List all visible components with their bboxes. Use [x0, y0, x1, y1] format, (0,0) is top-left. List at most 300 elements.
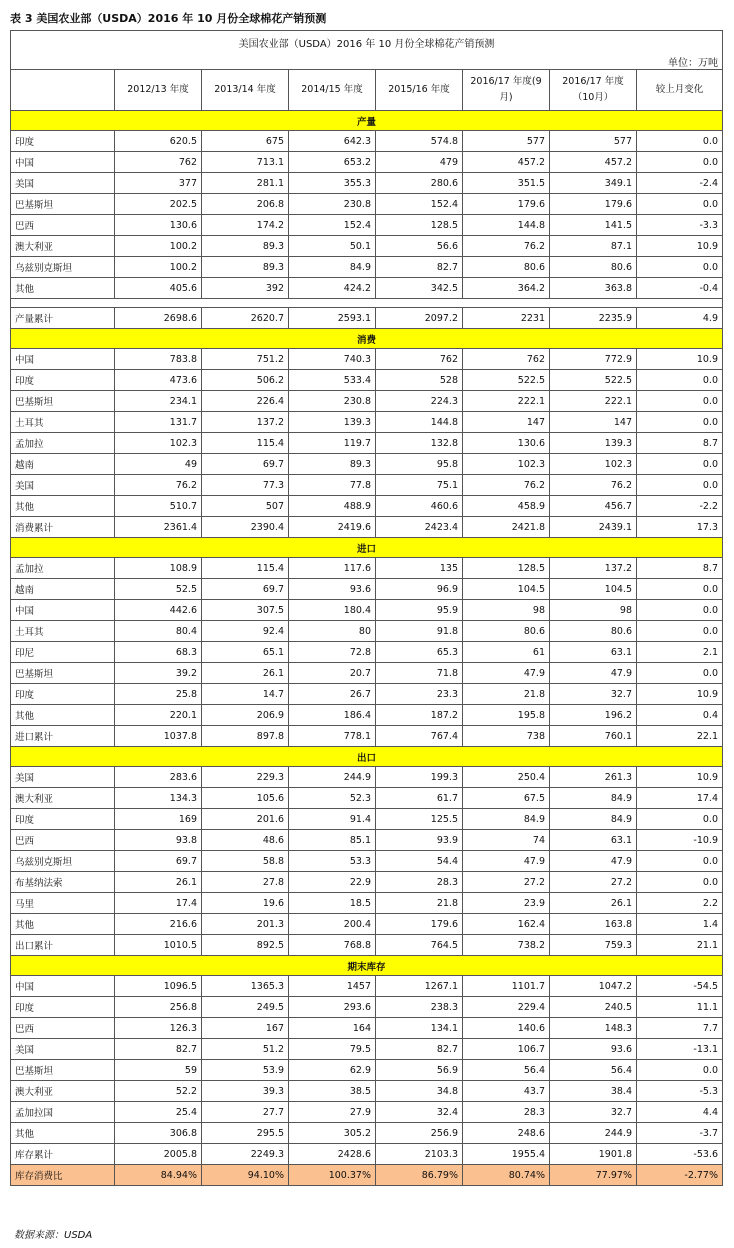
value-cell: 2249.3: [202, 1144, 289, 1165]
value-cell: 104.5: [463, 579, 550, 600]
value-cell: 479: [376, 152, 463, 173]
value-cell: 199.3: [376, 767, 463, 788]
value-cell: 510.7: [115, 496, 202, 517]
table-row: [11, 579, 723, 600]
row-label: 孟加拉国: [11, 1102, 115, 1123]
value-cell: 130.6: [115, 215, 202, 236]
value-cell: 139.3: [289, 412, 376, 433]
value-cell: 23.9: [463, 893, 550, 914]
value-cell: 2103.3: [376, 1144, 463, 1165]
table-row: [11, 475, 723, 496]
row-label: 孟加拉: [11, 433, 115, 454]
table-row: [11, 558, 723, 579]
value-cell: 39.3: [202, 1081, 289, 1102]
value-cell: 738.2: [463, 935, 550, 956]
table-row: [11, 935, 723, 956]
value-cell: 762: [376, 349, 463, 370]
section-header-row: [11, 538, 723, 558]
row-label: 其他: [11, 705, 115, 726]
table-row: [11, 152, 723, 173]
header-cell: 2016/17 年度(9月): [463, 70, 550, 111]
value-cell: 307.5: [202, 600, 289, 621]
value-cell: 17.4: [637, 788, 723, 809]
value-cell: 187.2: [376, 705, 463, 726]
value-cell: 163.8: [550, 914, 637, 935]
value-cell: 295.5: [202, 1123, 289, 1144]
value-cell: 2428.6: [289, 1144, 376, 1165]
section-header-row: [11, 747, 723, 767]
value-cell: 0.0: [637, 663, 723, 684]
value-cell: 2005.8: [115, 1144, 202, 1165]
value-cell: 293.6: [289, 997, 376, 1018]
value-cell: 457.2: [550, 152, 637, 173]
value-cell: 119.7: [289, 433, 376, 454]
value-cell: 162.4: [463, 914, 550, 935]
value-cell: 2620.7: [202, 308, 289, 329]
value-cell: 100.2: [115, 236, 202, 257]
row-label: 中国: [11, 600, 115, 621]
value-cell: 79.5: [289, 1039, 376, 1060]
value-cell: 0.0: [637, 475, 723, 496]
value-cell: 506.2: [202, 370, 289, 391]
value-cell: 4.9: [637, 308, 723, 329]
value-cell: 778.1: [289, 726, 376, 747]
value-cell: 2423.4: [376, 517, 463, 538]
value-cell: 125.5: [376, 809, 463, 830]
value-cell: 200.4: [289, 914, 376, 935]
value-cell: 405.6: [115, 278, 202, 299]
table-row: [11, 496, 723, 517]
header-cell: 2016/17 年度（10月）: [550, 70, 637, 111]
value-cell: -2.77%: [637, 1165, 723, 1186]
value-cell: 69.7: [202, 454, 289, 475]
value-cell: 0.0: [637, 194, 723, 215]
value-cell: 39.2: [115, 663, 202, 684]
value-cell: 128.5: [463, 558, 550, 579]
value-cell: 47.9: [550, 851, 637, 872]
table-row: [11, 600, 723, 621]
value-cell: 179.6: [376, 914, 463, 935]
value-cell: 2.2: [637, 893, 723, 914]
value-cell: 22.9: [289, 872, 376, 893]
value-cell: 26.1: [550, 893, 637, 914]
value-cell: 71.8: [376, 663, 463, 684]
row-label: 土耳其: [11, 412, 115, 433]
value-cell: 179.6: [463, 194, 550, 215]
value-cell: 86.79%: [376, 1165, 463, 1186]
table-row: [11, 1060, 723, 1081]
value-cell: 533.4: [289, 370, 376, 391]
table-row: [11, 893, 723, 914]
value-cell: 34.8: [376, 1081, 463, 1102]
value-cell: 424.2: [289, 278, 376, 299]
value-cell: -0.4: [637, 278, 723, 299]
value-cell: 63.1: [550, 642, 637, 663]
table-row: [11, 454, 723, 475]
row-label: 巴西: [11, 1018, 115, 1039]
value-cell: 28.3: [463, 1102, 550, 1123]
value-cell: 364.2: [463, 278, 550, 299]
row-label: 库存累计: [11, 1144, 115, 1165]
value-cell: 14.7: [202, 684, 289, 705]
value-cell: 201.6: [202, 809, 289, 830]
value-cell: 169: [115, 809, 202, 830]
value-cell: 80.4: [115, 621, 202, 642]
value-cell: 47.9: [550, 663, 637, 684]
row-label: 澳大利亚: [11, 236, 115, 257]
value-cell: 93.6: [550, 1039, 637, 1060]
table-row: [11, 215, 723, 236]
value-cell: 528: [376, 370, 463, 391]
value-cell: 84.9: [550, 809, 637, 830]
value-cell: 56.6: [376, 236, 463, 257]
value-cell: 772.9: [550, 349, 637, 370]
value-cell: 95.9: [376, 600, 463, 621]
row-label: 其他: [11, 914, 115, 935]
cotton-forecast-table: [10, 30, 723, 1186]
row-label: 库存消费比: [11, 1165, 115, 1186]
value-cell: 135: [376, 558, 463, 579]
value-cell: 764.5: [376, 935, 463, 956]
header-cell: 2012/13 年度: [115, 70, 202, 111]
value-cell: 0.0: [637, 454, 723, 475]
value-cell: 762: [115, 152, 202, 173]
row-label: 巴基斯坦: [11, 1060, 115, 1081]
value-cell: 2361.4: [115, 517, 202, 538]
value-cell: 244.9: [550, 1123, 637, 1144]
value-cell: 77.8: [289, 475, 376, 496]
value-cell: 98: [550, 600, 637, 621]
value-cell: 377: [115, 173, 202, 194]
value-cell: 21.8: [376, 893, 463, 914]
value-cell: 67.5: [463, 788, 550, 809]
value-cell: 61: [463, 642, 550, 663]
row-label: 布基纳法索: [11, 872, 115, 893]
table-row: [11, 767, 723, 788]
value-cell: 2235.9: [550, 308, 637, 329]
value-cell: 577: [550, 131, 637, 152]
value-cell: 117.6: [289, 558, 376, 579]
value-cell: 69.7: [202, 579, 289, 600]
value-cell: 105.6: [202, 788, 289, 809]
value-cell: 58.8: [202, 851, 289, 872]
value-cell: 234.1: [115, 391, 202, 412]
value-cell: 620.5: [115, 131, 202, 152]
value-cell: 0.0: [637, 152, 723, 173]
value-cell: 244.9: [289, 767, 376, 788]
value-cell: 80.74%: [463, 1165, 550, 1186]
value-cell: 759.3: [550, 935, 637, 956]
value-cell: 32.7: [550, 1102, 637, 1123]
value-cell: 2390.4: [202, 517, 289, 538]
row-label: 印尼: [11, 642, 115, 663]
value-cell: 1.4: [637, 914, 723, 935]
value-cell: -10.9: [637, 830, 723, 851]
value-cell: 131.7: [115, 412, 202, 433]
value-cell: 115.4: [202, 433, 289, 454]
value-cell: 115.4: [202, 558, 289, 579]
row-label: 消费累计: [11, 517, 115, 538]
spacer-cell: [11, 299, 723, 308]
value-cell: 892.5: [202, 935, 289, 956]
value-cell: 52.3: [289, 788, 376, 809]
value-cell: -3.7: [637, 1123, 723, 1144]
value-cell: 342.5: [376, 278, 463, 299]
table-row: [11, 1165, 723, 1186]
table-row: [11, 131, 723, 152]
value-cell: 8.7: [637, 433, 723, 454]
value-cell: 144.8: [463, 215, 550, 236]
table-row: [11, 788, 723, 809]
value-cell: 87.1: [550, 236, 637, 257]
section-title: 消费: [11, 329, 723, 349]
value-cell: 762: [463, 349, 550, 370]
value-cell: -3.3: [637, 215, 723, 236]
value-cell: 89.3: [202, 236, 289, 257]
value-cell: 152.4: [376, 194, 463, 215]
value-cell: -5.3: [637, 1081, 723, 1102]
unit-row: [11, 53, 723, 70]
value-cell: 100.2: [115, 257, 202, 278]
value-cell: 281.1: [202, 173, 289, 194]
row-label: 印度: [11, 997, 115, 1018]
table-row: [11, 370, 723, 391]
value-cell: 642.3: [289, 131, 376, 152]
value-cell: 0.0: [637, 131, 723, 152]
value-cell: 8.7: [637, 558, 723, 579]
value-cell: 91.4: [289, 809, 376, 830]
table-row: [11, 976, 723, 997]
value-cell: 52.2: [115, 1081, 202, 1102]
table-row: [11, 194, 723, 215]
row-label: 越南: [11, 454, 115, 475]
row-label: 土耳其: [11, 621, 115, 642]
value-cell: 229.4: [463, 997, 550, 1018]
value-cell: 108.9: [115, 558, 202, 579]
unit-label: 单位：万吨: [11, 53, 723, 70]
value-cell: 0.0: [637, 579, 723, 600]
row-label: 澳大利亚: [11, 1081, 115, 1102]
row-label: 印度: [11, 131, 115, 152]
value-cell: 76.2: [463, 236, 550, 257]
value-cell: 738: [463, 726, 550, 747]
value-cell: 26.7: [289, 684, 376, 705]
table-row: [11, 308, 723, 329]
value-cell: 80.6: [550, 257, 637, 278]
table-row: [11, 830, 723, 851]
row-label: 中国: [11, 349, 115, 370]
value-cell: 351.5: [463, 173, 550, 194]
value-cell: 10.9: [637, 236, 723, 257]
row-label: 孟加拉: [11, 558, 115, 579]
value-cell: 1457: [289, 976, 376, 997]
value-cell: 53.9: [202, 1060, 289, 1081]
row-label: 乌兹别克斯坦: [11, 257, 115, 278]
value-cell: 92.4: [202, 621, 289, 642]
row-label: 巴西: [11, 830, 115, 851]
value-cell: 82.7: [376, 1039, 463, 1060]
value-cell: 147: [550, 412, 637, 433]
row-label: 其他: [11, 496, 115, 517]
row-label: 越南: [11, 579, 115, 600]
value-cell: 11.1: [637, 997, 723, 1018]
table-caption: 美国农业部（USDA）2016 年 10 月份全球棉花产销预测: [11, 31, 723, 54]
table-row: [11, 726, 723, 747]
value-cell: 10.9: [637, 684, 723, 705]
value-cell: 180.4: [289, 600, 376, 621]
value-cell: 186.4: [289, 705, 376, 726]
value-cell: 1267.1: [376, 976, 463, 997]
value-cell: 27.9: [289, 1102, 376, 1123]
value-cell: 226.4: [202, 391, 289, 412]
table-row: [11, 173, 723, 194]
row-label: 巴基斯坦: [11, 194, 115, 215]
value-cell: 653.2: [289, 152, 376, 173]
table-row: [11, 997, 723, 1018]
table-row: [11, 391, 723, 412]
value-cell: 134.3: [115, 788, 202, 809]
value-cell: 106.7: [463, 1039, 550, 1060]
value-cell: 222.1: [550, 391, 637, 412]
header-cell: 2014/15 年度: [289, 70, 376, 111]
value-cell: 82.7: [376, 257, 463, 278]
row-label: 印度: [11, 809, 115, 830]
value-cell: 93.9: [376, 830, 463, 851]
row-label: 澳大利亚: [11, 788, 115, 809]
value-cell: 80.6: [463, 621, 550, 642]
value-cell: 80.6: [550, 621, 637, 642]
table-row: [11, 236, 723, 257]
value-cell: 224.3: [376, 391, 463, 412]
row-label: 美国: [11, 475, 115, 496]
value-cell: 2097.2: [376, 308, 463, 329]
value-cell: 126.3: [115, 1018, 202, 1039]
value-cell: 1010.5: [115, 935, 202, 956]
value-cell: 220.1: [115, 705, 202, 726]
table-row: [11, 517, 723, 538]
row-label: 中国: [11, 976, 115, 997]
row-label: 出口累计: [11, 935, 115, 956]
value-cell: 280.6: [376, 173, 463, 194]
value-cell: 54.4: [376, 851, 463, 872]
value-cell: 84.9: [550, 788, 637, 809]
value-cell: -2.2: [637, 496, 723, 517]
value-cell: 47.9: [463, 851, 550, 872]
value-cell: 74: [463, 830, 550, 851]
row-label: 美国: [11, 1039, 115, 1060]
value-cell: 250.4: [463, 767, 550, 788]
value-cell: 77.3: [202, 475, 289, 496]
value-cell: 22.1: [637, 726, 723, 747]
value-cell: 132.8: [376, 433, 463, 454]
row-label: 印度: [11, 684, 115, 705]
value-cell: 93.6: [289, 579, 376, 600]
value-cell: 82.7: [115, 1039, 202, 1060]
value-cell: 139.3: [550, 433, 637, 454]
row-label: 巴基斯坦: [11, 391, 115, 412]
row-label: 美国: [11, 767, 115, 788]
value-cell: 458.9: [463, 496, 550, 517]
value-cell: 206.8: [202, 194, 289, 215]
value-cell: 196.2: [550, 705, 637, 726]
value-cell: 0.0: [637, 621, 723, 642]
value-cell: 760.1: [550, 726, 637, 747]
value-cell: 137.2: [202, 412, 289, 433]
value-cell: 84.9: [289, 257, 376, 278]
row-label: 印度: [11, 370, 115, 391]
header-cell: 2013/14 年度: [202, 70, 289, 111]
value-cell: 91.8: [376, 621, 463, 642]
value-cell: 20.7: [289, 663, 376, 684]
value-cell: 26.1: [115, 872, 202, 893]
row-label: 产量累计: [11, 308, 115, 329]
value-cell: 238.3: [376, 997, 463, 1018]
value-cell: 56.4: [550, 1060, 637, 1081]
value-cell: 147: [463, 412, 550, 433]
value-cell: 137.2: [550, 558, 637, 579]
value-cell: 256.8: [115, 997, 202, 1018]
section-header-row: [11, 956, 723, 976]
value-cell: 0.0: [637, 257, 723, 278]
table-row: [11, 1102, 723, 1123]
value-cell: 174.2: [202, 215, 289, 236]
value-cell: 141.5: [550, 215, 637, 236]
value-cell: 713.1: [202, 152, 289, 173]
header-cell: 较上月变化: [637, 70, 723, 111]
value-cell: 202.5: [115, 194, 202, 215]
value-cell: 164: [289, 1018, 376, 1039]
value-cell: 96.9: [376, 579, 463, 600]
value-cell: 230.8: [289, 194, 376, 215]
value-cell: 130.6: [463, 433, 550, 454]
value-cell: 19.6: [202, 893, 289, 914]
row-label: 马里: [11, 893, 115, 914]
value-cell: 442.6: [115, 600, 202, 621]
value-cell: 2439.1: [550, 517, 637, 538]
value-cell: 179.6: [550, 194, 637, 215]
row-label: 进口累计: [11, 726, 115, 747]
table-row: [11, 349, 723, 370]
value-cell: 61.7: [376, 788, 463, 809]
value-cell: 0.0: [637, 370, 723, 391]
value-cell: 1096.5: [115, 976, 202, 997]
value-cell: 456.7: [550, 496, 637, 517]
value-cell: 283.6: [115, 767, 202, 788]
value-cell: 94.10%: [202, 1165, 289, 1186]
value-cell: 32.4: [376, 1102, 463, 1123]
section-title: 出口: [11, 747, 723, 767]
value-cell: 457.2: [463, 152, 550, 173]
value-cell: 84.94%: [115, 1165, 202, 1186]
value-cell: 473.6: [115, 370, 202, 391]
value-cell: 222.1: [463, 391, 550, 412]
value-cell: 248.6: [463, 1123, 550, 1144]
value-cell: 460.6: [376, 496, 463, 517]
table-row: [11, 621, 723, 642]
table-frame: [10, 30, 722, 1186]
table-row: [11, 684, 723, 705]
value-cell: 2698.6: [115, 308, 202, 329]
value-cell: 206.9: [202, 705, 289, 726]
value-cell: 25.4: [115, 1102, 202, 1123]
section-header-row: [11, 111, 723, 131]
section-title: 进口: [11, 538, 723, 558]
table-row: [11, 257, 723, 278]
value-cell: 522.5: [550, 370, 637, 391]
value-cell: 1901.8: [550, 1144, 637, 1165]
value-cell: 17.4: [115, 893, 202, 914]
value-cell: 488.9: [289, 496, 376, 517]
